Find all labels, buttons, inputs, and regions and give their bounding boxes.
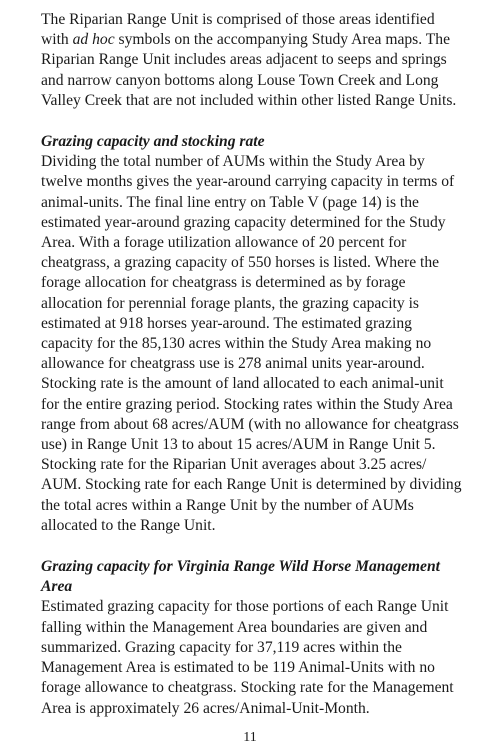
section-gap: [41, 536, 463, 557]
virginia-range-paragraph: Estimated grazing capacity for those portions of each Range Unit falling within the Management Area boundaries are given and summarized. Grazing capacity for 37,119 acres within the Management Area is estimated to be 119 Animal-Units with no forage allowance to cheatgrass. Stocking rate for the Management Area is approximately 26 acres/Animal-Unit-Month.: [41, 598, 454, 717]
intro-italic-term: ad hoc: [72, 31, 115, 49]
section-gap: [41, 111, 463, 132]
intro-text-start: The Riparian Range Unit is comprised of those areas identified with: [41, 11, 435, 49]
intro-text-end: symbols on the accompanying Study Area maps. The Riparian Range Unit includes areas adjacent to seeps and springs and narrow canyon bottoms along Louse Town Creek and Long Valley Creek that are not included within other listed Range Units.: [41, 31, 457, 109]
document-page: [41, 10, 463, 719]
page-number: 11: [243, 730, 257, 745]
grazing-capacity-paragraph: Dividing the total number of AUMs within the Study Area by twelve months gives the year-around carrying capacity in terms of animal-units. The final line entry on Table V (page 14) is the estimated year-around grazing capacity determined for the Study Area. With a forage utilization allowance of 20 percent for cheatgrass, a grazing capacity of 550 horses is listed. Where the forage allocation for cheatgrass is determined as by forage allocation for perennial forage plants, the grazing capacity is estimated at 918 horses year-around. The estimated grazing capacity for the 85,130 acres within the Study Area making no allowance for cheatgrass use is 278 animal units year-around. Stocking rate is the amount of land allocated to each animal-unit for the entire grazing period. Stocking rates within the Study Area range from about 68 acres/AUM (with no allowance for cheatgrass use) in Range Unit 13 to about 15 acres/AUM in Range Unit 5. Stocking rate for the Riparian Unit averages about 3.25 acres/ AUM. Stocking rate for each Range Unit is determined by dividing the total acres within a Range Unit by the number of AUMs allocated to the Range Unit.: [41, 153, 462, 534]
grazing-capacity-heading: Grazing capacity and stocking rate: [41, 133, 265, 151]
virginia-range-heading: Grazing capacity for Virginia Range Wild Horse Management Area: [41, 558, 440, 596]
intro-paragraph: [41, 10, 463, 111]
